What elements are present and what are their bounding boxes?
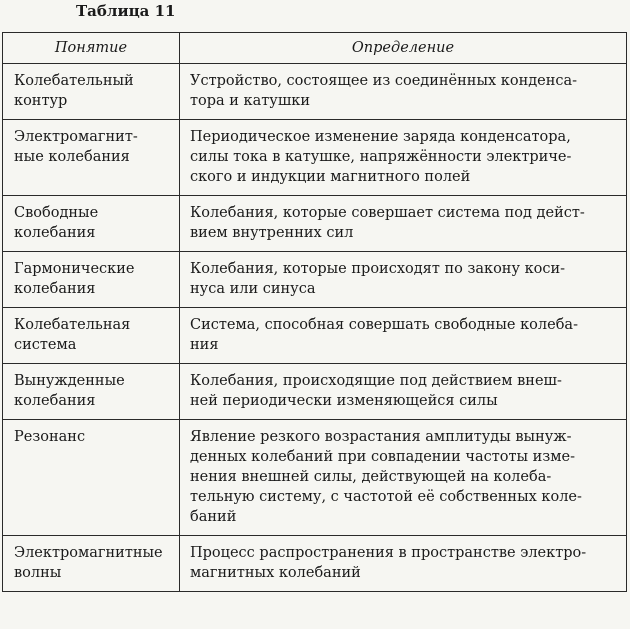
definition-line: нения внешней силы, действующей на колеба- (190, 469, 552, 485)
definition-line: Устройство, состоящее из соединённых конденса- (190, 73, 578, 89)
table-row (3, 196, 627, 252)
table-row (3, 308, 627, 364)
term-line: колебания (14, 393, 96, 409)
term-cell (3, 120, 180, 196)
header-term: Понятие (3, 33, 180, 64)
term-line: система (14, 337, 77, 353)
term-line: контур (14, 93, 68, 109)
term-line: Гармонические (14, 261, 135, 277)
term-line: Резонанс (14, 429, 86, 445)
term-cell (3, 536, 180, 592)
table-body (3, 64, 627, 592)
definition-line: Колебания, которые совершает система под дейст- (190, 205, 585, 221)
term-line: Электромагнитные (14, 545, 163, 561)
term-cell (3, 308, 180, 364)
table-row (3, 536, 627, 592)
definition-cell (180, 536, 627, 592)
term-line: волны (14, 565, 62, 581)
definition-cell (180, 308, 627, 364)
definition-line: ния (190, 337, 219, 353)
definition-line: вием внутренних сил (190, 225, 354, 241)
definition-line: нуса или синуса (190, 281, 316, 297)
table-caption: Таблица 11 (76, 2, 176, 20)
definition-line: тельную систему, с частотой её собственных коле- (190, 489, 582, 505)
definition-cell (180, 252, 627, 308)
term-line: Электромагнит- (14, 129, 138, 145)
definition-cell (180, 364, 627, 420)
definition-line: ней периодически изменяющейся силы (190, 393, 498, 409)
term-line: Вынужденные (14, 373, 125, 389)
definition-line: Явление резкого возрастания амплитуды вынуж- (190, 429, 572, 445)
term-cell (3, 420, 180, 536)
definition-line: Колебания, которые происходят по закону коси- (190, 261, 566, 277)
term-line: Свободные (14, 205, 99, 221)
definition-line: Периодическое изменение заряда конденсатора, (190, 129, 571, 145)
definition-cell (180, 64, 627, 120)
term-line: колебания (14, 281, 96, 297)
term-cell (3, 364, 180, 420)
table-row (3, 64, 627, 120)
table-row (3, 120, 627, 196)
table-header-row (3, 33, 627, 64)
definition-cell (180, 120, 627, 196)
term-cell (3, 252, 180, 308)
definition-line: Колебания, происходящие под действием внеш- (190, 373, 562, 389)
definition-line: магнитных колебаний (190, 565, 361, 581)
definition-line: Процесс распространения в пространстве электро- (190, 545, 587, 561)
term-cell (3, 64, 180, 120)
table-row (3, 420, 627, 536)
definition-line: баний (190, 509, 237, 525)
term-line: ные колебания (14, 149, 130, 165)
definition-line: ского и индукции магнитного полей (190, 169, 471, 185)
definitions-table (2, 32, 627, 592)
term-cell (3, 196, 180, 252)
definition-line: тора и катушки (190, 93, 311, 109)
term-line: Колебательный (14, 73, 134, 89)
table-row (3, 252, 627, 308)
definition-line: денных колебаний при совпадении частоты изме- (190, 449, 575, 465)
definition-line: силы тока в катушке, напряжённости электриче- (190, 149, 572, 165)
table-row (3, 364, 627, 420)
definition-line: Система, способная совершать свободные колеба- (190, 317, 578, 333)
definition-cell (180, 420, 627, 536)
definition-cell (180, 196, 627, 252)
term-line: колебания (14, 225, 96, 241)
header-definition: Определение (180, 33, 627, 64)
term-line: Колебательная (14, 317, 131, 333)
